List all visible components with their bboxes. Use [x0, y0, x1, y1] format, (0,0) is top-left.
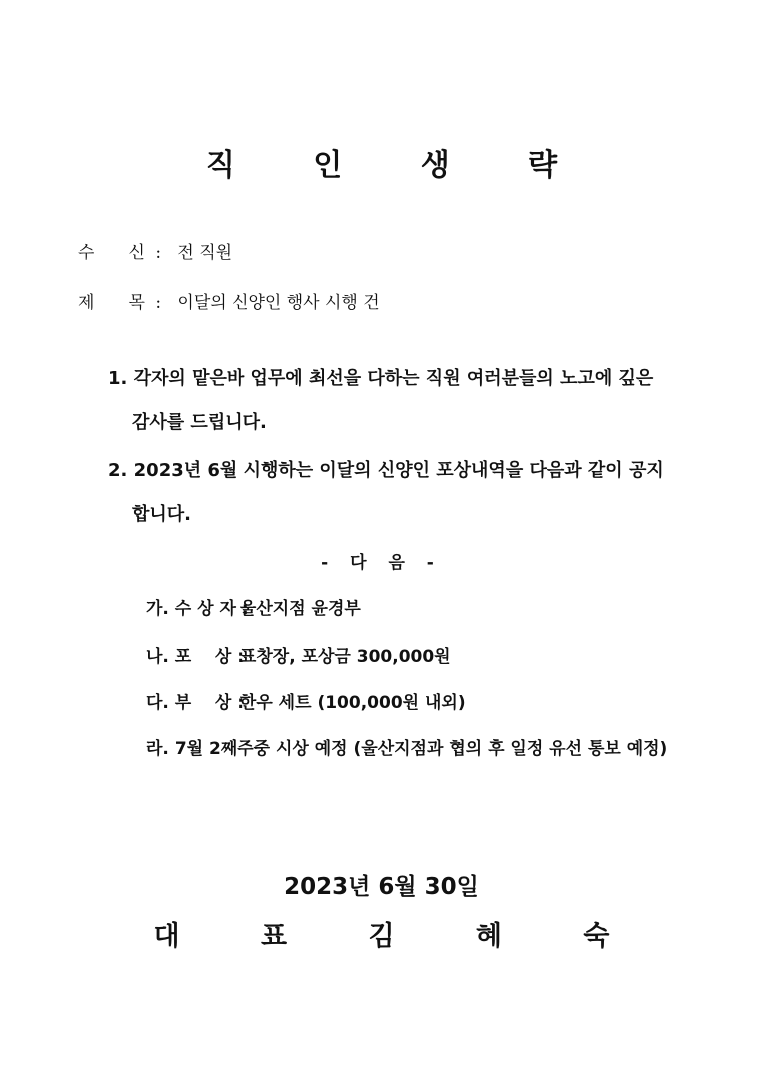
paragraph-1-text: 각자의 맡은바 업무에 최선을 다하는 직원 여러분들의 노고에 깊은 [133, 368, 654, 389]
recipient-colon: : [155, 243, 162, 263]
item-label: 라. [146, 739, 169, 759]
paragraph-2-line-1 [108, 456, 664, 482]
subject-label: 제 목 [78, 293, 145, 313]
item-label: 나. 포 상 : [146, 647, 245, 667]
item-value: 표창장, 포상금 300,000원 [239, 647, 451, 667]
paragraph-2-number: 2. [108, 460, 128, 481]
item-value: 울산지점 윤경부 [239, 599, 361, 619]
list-item [146, 642, 451, 667]
recipient-row [78, 238, 232, 263]
document-date: 2023년 6월 30일 [284, 874, 479, 900]
list-item [146, 594, 361, 619]
paragraph-2-line-2: 합니다. [132, 504, 192, 525]
paragraph-1-line-1 [108, 364, 653, 390]
recipient-value: 전 직원 [177, 243, 233, 263]
item-value: 한우 세트 (100,000원 내외) [239, 693, 466, 713]
subject-colon: : [155, 293, 162, 313]
paragraph-1-number: 1. [108, 368, 128, 389]
section-heading: - 다 음 - [321, 553, 442, 573]
subject-row [78, 288, 380, 313]
item-label: 다. 부 상 : [146, 693, 245, 713]
recipient-label: 수 신 [78, 243, 145, 263]
subject-value: 이달의 신양인 행사 시행 건 [177, 293, 380, 313]
paragraph-1-line-2: 감사를 드립니다. [132, 412, 267, 433]
list-item [146, 688, 466, 713]
list-item [146, 734, 667, 759]
item-label: 가. 수 상 자 : [146, 599, 249, 619]
document-title: 직 인 생 략 [205, 148, 592, 183]
signatory: 대 표 김 혜 숙 [153, 921, 646, 952]
paragraph-2-text: 2023년 6월 시행하는 이달의 신양인 포상내역을 다음과 같이 공지 [133, 460, 664, 481]
item-value: 7월 2째주중 시상 예정 (울산지점과 협의 후 일정 유선 통보 예정) [174, 739, 668, 759]
